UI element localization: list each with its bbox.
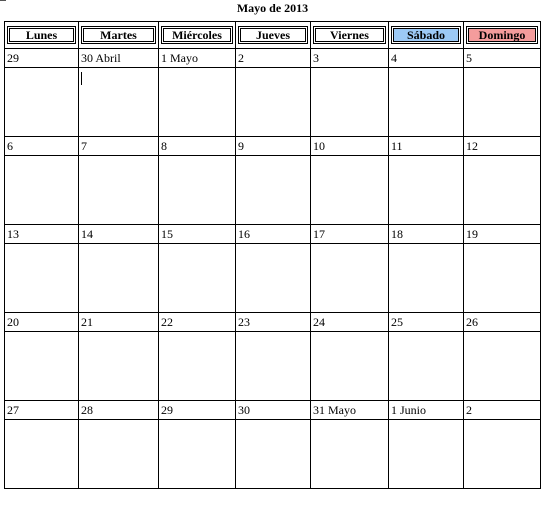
day-cell[interactable] [311,244,389,313]
date-label: 11 [389,137,464,156]
date-label: 4 [389,49,464,68]
week-body-row [5,68,541,137]
date-label: 18 [389,225,464,244]
week-date-row [5,49,541,68]
day-cell[interactable] [159,68,236,137]
day-cell[interactable] [79,332,159,401]
weekday-header-sunday [464,22,541,49]
day-cell[interactable] [464,68,541,137]
weekday-header-row [5,22,541,49]
date-label: 29 [5,49,79,68]
date-label: 2 [464,401,541,420]
date-label: 8 [159,137,236,156]
date-label: 25 [389,313,464,332]
day-cell[interactable] [159,244,236,313]
weekday-header-wednesday [159,22,236,49]
weekday-header-friday [311,22,389,49]
date-label: 23 [236,313,311,332]
date-label: 5 [464,49,541,68]
date-label: 14 [79,225,159,244]
week-date-row [5,401,541,420]
day-cell[interactable] [5,332,79,401]
date-label: 31 Mayo [311,401,389,420]
date-label: 26 [464,313,541,332]
day-cell[interactable] [236,244,311,313]
page-title: Mayo de 2013 [236,1,309,15]
weekday-header-tuesday [79,22,159,49]
weekday-header-saturday [389,22,464,49]
day-cell[interactable] [389,420,464,489]
day-cell[interactable] [389,156,464,225]
date-label: 22 [159,313,236,332]
week-body-row [5,332,541,401]
day-cell[interactable] [159,420,236,489]
weekday-label: Martes [81,26,156,44]
date-label: 1 Junio [389,401,464,420]
text-cursor [81,72,82,85]
day-cell[interactable] [5,156,79,225]
date-label: 30 [236,401,311,420]
day-cell[interactable] [389,68,464,137]
calendar-table [4,21,541,489]
day-cell[interactable] [79,420,159,489]
day-cell[interactable] [464,156,541,225]
day-cell[interactable] [79,244,159,313]
date-label: 1 Mayo [159,49,236,68]
day-cell[interactable] [464,420,541,489]
date-label: 30 Abril [79,49,159,68]
day-cell[interactable] [236,156,311,225]
date-label: 17 [311,225,389,244]
day-cell[interactable] [5,68,79,137]
date-label: 19 [464,225,541,244]
day-cell[interactable] [159,332,236,401]
week-body-row [5,420,541,489]
day-cell[interactable] [236,68,311,137]
date-label: 3 [311,49,389,68]
weekday-label: Miércoles [161,26,233,44]
weekday-header-monday [5,22,79,49]
day-cell[interactable] [311,332,389,401]
date-label: 2 [236,49,311,68]
date-label: 28 [79,401,159,420]
day-cell[interactable] [5,244,79,313]
day-cell[interactable] [236,332,311,401]
date-label: 21 [79,313,159,332]
weekday-label: Lunes [7,26,76,44]
date-label: 16 [236,225,311,244]
day-cell[interactable] [236,420,311,489]
date-label: 29 [159,401,236,420]
week-body-row [5,156,541,225]
week-date-row [5,225,541,244]
weekday-label: Domingo [466,26,538,44]
day-cell[interactable] [311,68,389,137]
date-label: 20 [5,313,79,332]
weekday-label: Viernes [313,26,386,44]
date-label: 7 [79,137,159,156]
day-cell[interactable] [389,332,464,401]
weekday-label: Sábado [391,26,461,44]
day-cell[interactable] [5,420,79,489]
week-date-row [5,137,541,156]
day-cell[interactable] [79,156,159,225]
date-label: 27 [5,401,79,420]
week-body-row [5,244,541,313]
day-cell[interactable] [464,244,541,313]
weekday-label: Jueves [238,26,308,44]
weekday-header-thursday [236,22,311,49]
day-cell[interactable] [311,420,389,489]
day-cell[interactable] [464,332,541,401]
day-cell[interactable] [159,156,236,225]
date-label: 24 [311,313,389,332]
date-label: 6 [5,137,79,156]
date-label: 10 [311,137,389,156]
date-label: 13 [5,225,79,244]
date-label: 9 [236,137,311,156]
day-cell[interactable] [389,244,464,313]
day-cell[interactable] [311,156,389,225]
date-label: 15 [159,225,236,244]
date-label: 12 [464,137,541,156]
day-cell[interactable] [79,68,159,137]
week-date-row [5,313,541,332]
